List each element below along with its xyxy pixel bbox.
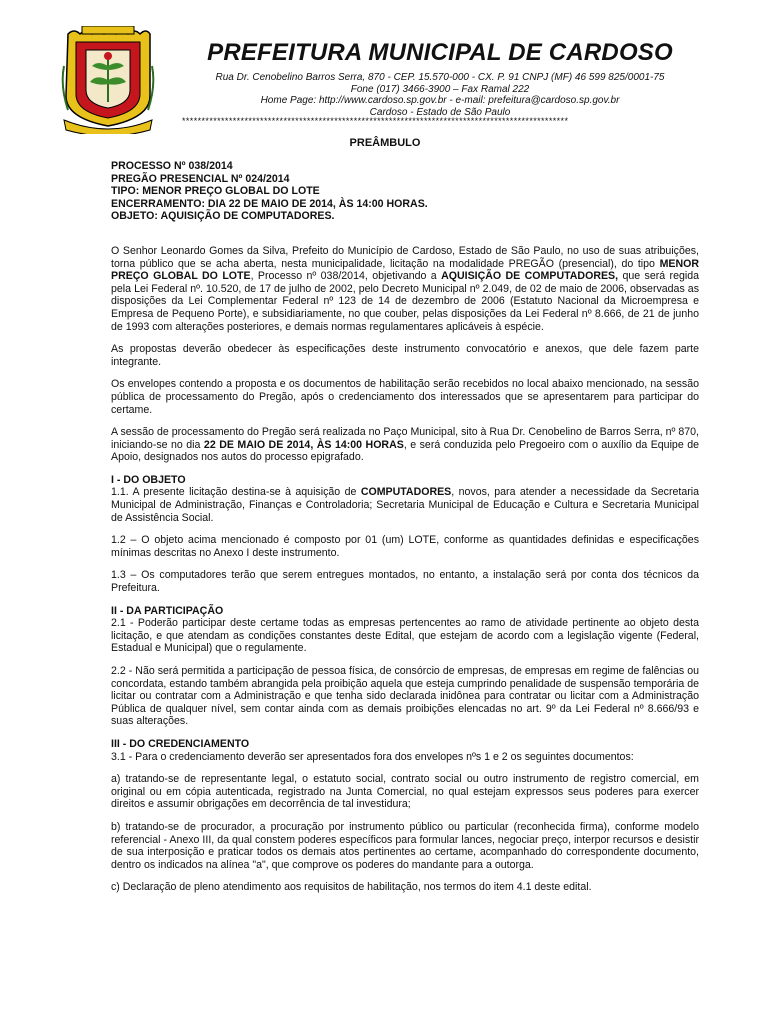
section-title-preambulo: PREÂMBULO bbox=[349, 137, 421, 149]
clause-1-2: 1.2 – O objeto acima mencionado é composto por 01 (um) LOTE, conforme as quantidades definidas e especificações mínimas descritas no Anexo I deste instrumento. bbox=[111, 534, 699, 559]
tipo-line: TIPO: MENOR PREÇO GLOBAL DO LOTE bbox=[111, 185, 320, 198]
clause-2-2: 2.2 - Não será permitida a participação de pessoa física, de consórcio de empresas, de empresas em regime de falências ou concordata, estando também abrangida pela proibição aquela que esteja cumprindo penalidade de suspensão temporária de licitar ou contratar com a Administração e que tenha sido declarada inidônea para contratar ou licitar com a Administração Pública de qualquer nível, sem contar ainda com as demais proibições elencadas no art. 9º da Lei Federal nº 8.666/93 e suas alterações. bbox=[111, 665, 699, 728]
document-body bbox=[111, 160, 699, 904]
paragraph-propostas: As propostas deverão obedecer às especificações deste instrumento convocatório e anexos, que dele fazem parte integrante. bbox=[111, 343, 699, 368]
section-heading-objeto: I - DO OBJETO bbox=[111, 473, 186, 486]
clause-1-3: 1.3 – Os computadores terão que serem entregues montados, no entanto, a instalação será por conta dos técnicos da Prefeitura. bbox=[111, 569, 699, 595]
objeto-line: OBJETO: AQUISIÇÃO DE COMPUTADORES. bbox=[111, 210, 335, 223]
paragraph-sessao: A sessão de processamento do Pregão será realizada no Paço Municipal, sito à Rua Dr. Cenobelino de Barros Serra, nº 870, iniciando-se no dia 22 DE MAIO DE 2014, ÀS 14:00 HORAS, e será conduzida pelo Pregoeiro com o auxílio da Equipe de Apoio, designados nos autos do processo epigrafado. bbox=[111, 426, 699, 464]
address-line: Rua Dr. Cenobelino Barros Serra, 870 - CEP. 15.570-000 - CX. P. 91 CNPJ (MF) 46 599 825/0001-75 bbox=[215, 72, 665, 83]
paragraph-envelopes: Os envelopes contendo a proposta e os documentos de habilitação serão recebidos no local abaixo mencionado, na sessão pública de processamento do Pregão, após o credenciamento dos interessados que se apresentarem para participar do certame. bbox=[111, 378, 699, 416]
section-heading-credenciamento: III - DO CREDENCIAMENTO bbox=[111, 737, 250, 750]
pregao-line: PREGÃO PRESENCIAL Nº 024/2014 bbox=[111, 172, 290, 185]
municipal-crest-logo bbox=[60, 26, 156, 134]
clause-2-1: 2.1 - Poderão participar deste certame todas as empresas pertencentes ao ramo de atividade pertinente ao objeto desta licitação, e que atendam as condições constantes deste Edital, que estejam de acordo com a legislação vigente (Federal, Estadual e Municipal) que o regulamente. bbox=[111, 617, 699, 655]
processo-line: PROCESSO Nº 038/2014 bbox=[111, 160, 233, 172]
clause-3-c: c) Declaração de pleno atendimento aos requisitos de habilitação, nos termos do item 4.1 deste edital. bbox=[111, 881, 592, 894]
encerramento-line: ENCERRAMENTO: DIA 22 DE MAIO DE 2014, ÀS 14:00 HORAS. bbox=[111, 197, 428, 210]
city-line: Cardoso - Estado de São Paulo bbox=[369, 106, 511, 118]
clause-3-b: b) tratando-se de procurador, a procuração por instrumento público ou particular (reconhecida firma), conforme modelo referencial - Anexo III, da qual constem poderes específicos para formular lances, negociar preço, interpor recursos e desistir de sua interposição e praticar todos os demais atos pertinentes ao certame, acompanhado do correspondente documento, dentro os indicados na alínea "a", que comprove os poderes do mandante para a outorga. bbox=[111, 820, 699, 871]
clause-1-1: 1.1. A presente licitação destina-se à aquisição de COMPUTADORES, novos, para atender a necessidade da Secretaria Municipal de Administração, Finanças e Controladoria; Secretaria Municipal de Educação e Cultura e Secretaria Municipal de Assistência Social. bbox=[111, 486, 699, 524]
paragraph-intro: O Senhor Leonardo Gomes da Silva, Prefeito do Município de Cardoso, Estado de São Paulo, no uso de suas atribuições, torna público que se acha aberta, nesta municipalidade, licitação na modalidade PREGÃO (presencial), do tipo MENOR PREÇO GLOBAL DO LOTE, Processo nº 038/2014, objetivando a AQUISIÇÃO DE COMPUTADORES, que será regida pela Lei Federal nº. 10.520, de 17 de julho de 2002, pelo Decreto Municipal nº 2.049, de 02 de maio de 2006, observadas as disposições da Lei Complementar Federal nº 123 de 14 de dezembro de 2006 (Estatuto Nacional da Microempresa e Empresa de Pequeno Porte), e subsidiariamente, no que couber, pelas disposições da Lei Federal nº 8.666, de 21 de junho de 1993 com alterações posteriores, e demais normas regulamentares aplicáveis à espécie. bbox=[111, 244, 699, 333]
web-line: Home Page: http://www.cardoso.sp.gov.br - e-mail: prefeitura@cardoso.sp.gov.br bbox=[260, 95, 620, 106]
phone-line: Fone (017) 3466-3900 – Fax Ramal 222 bbox=[350, 83, 530, 95]
section-heading-participacao: II - DA PARTICIPAÇÃO bbox=[111, 604, 224, 617]
separator-stars: *************************************************************************************************** bbox=[182, 116, 569, 126]
clause-3-1: 3.1 - Para o credenciamento deverão ser apresentados fora dos envelopes nºs 1 e 2 os seguintes documentos: bbox=[111, 750, 634, 763]
clause-3-a: a) tratando-se de representante legal, o estatuto social, contrato social ou outro instrumento de registro comercial, em original ou em cópia autenticada, registrado na Junta Comercial, no qual estejam expressos seus poderes para exercer direitos e assumir obrigações em decorrência de tal investidura; bbox=[111, 773, 699, 811]
process-info bbox=[111, 160, 699, 223]
letterhead bbox=[160, 40, 720, 118]
page-title: PREFEITURA MUNICIPAL DE CARDOSO bbox=[207, 39, 673, 66]
